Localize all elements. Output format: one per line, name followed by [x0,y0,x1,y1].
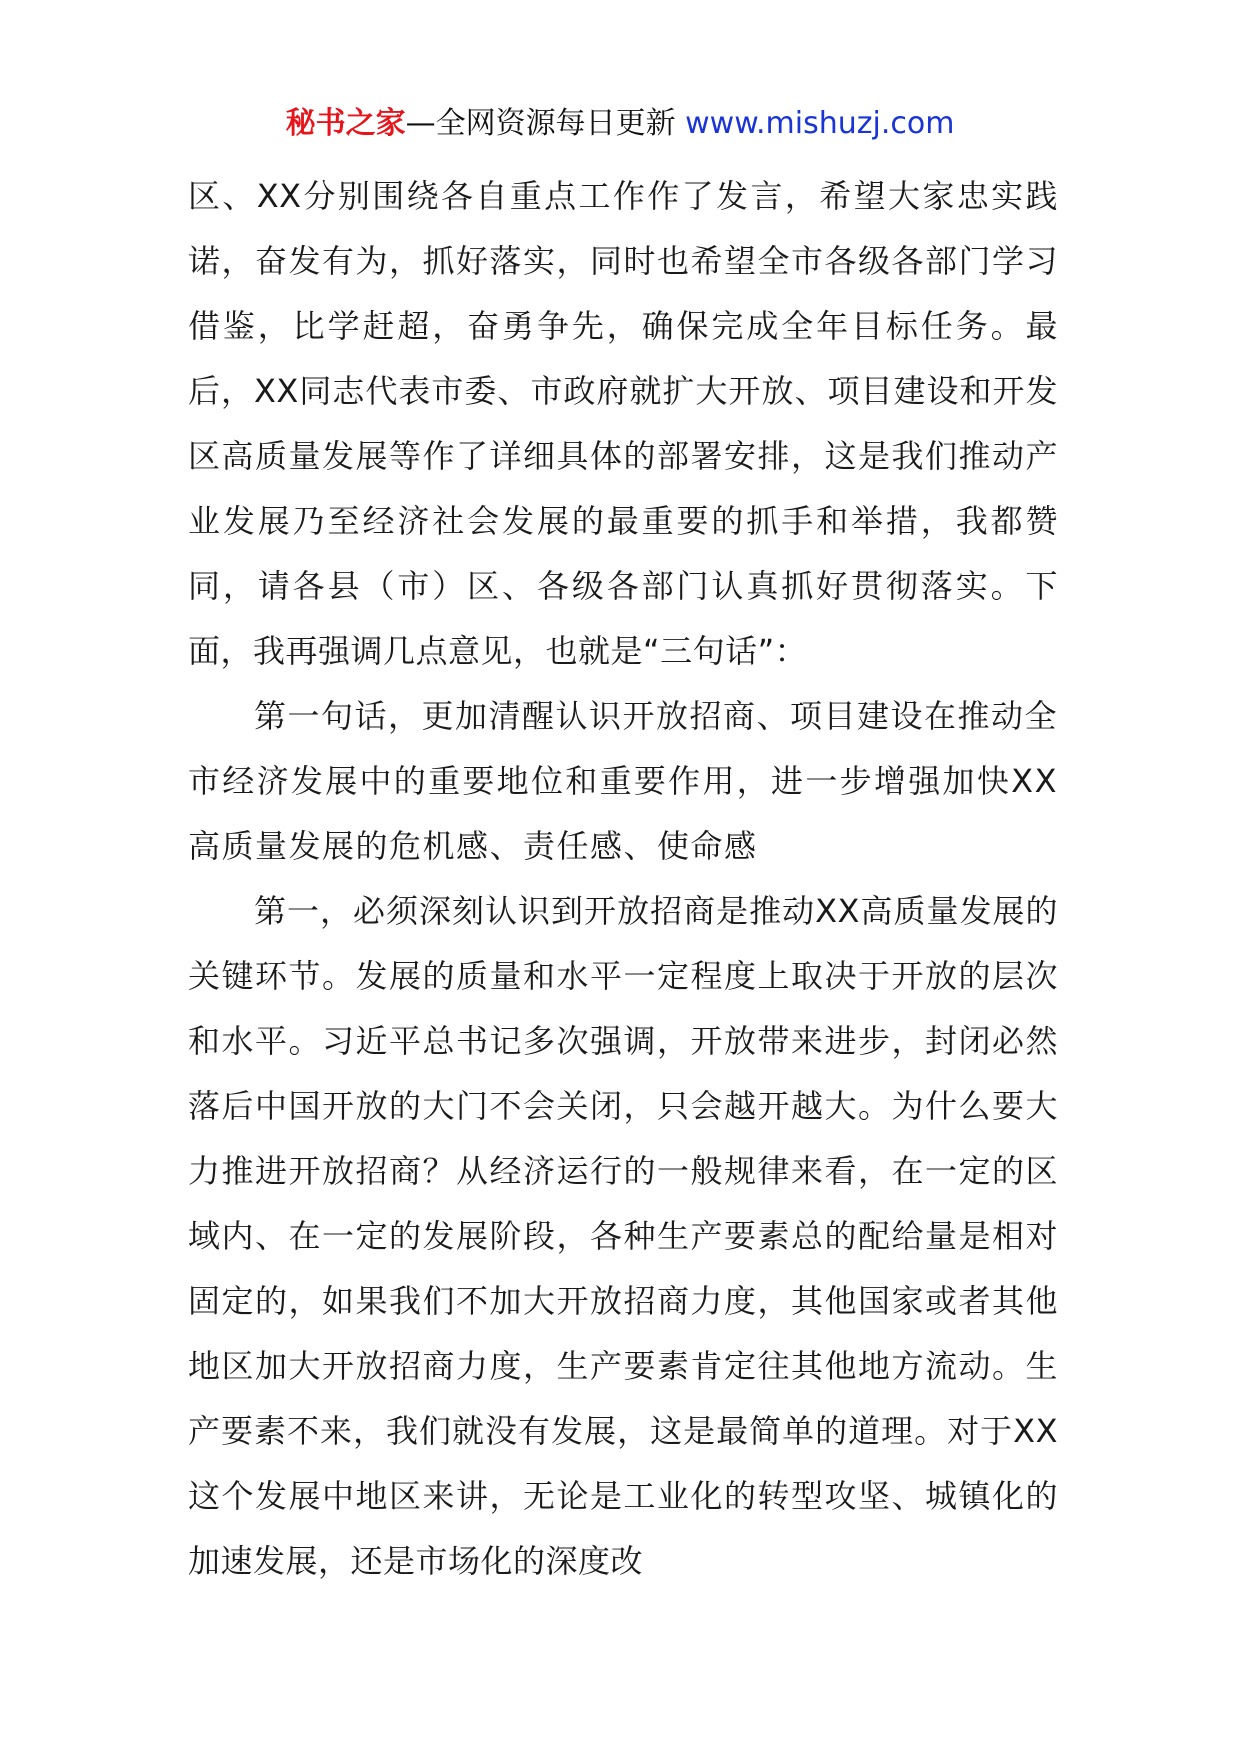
site-tagline: —全网资源每日更新 [405,106,686,141]
section-heading-first-sentence: 第一句话，更加清醒认识开放招商、项目建设在推动全市经济发展中的重要地位和重要作用，进一步增强加快XX高质量发展的危机感、责任感、使命感 [188,697,1059,865]
site-brand: 秘书之家 [285,106,406,141]
paragraph-first-point: 第一，必须深刻认识到开放招商是推动XX高质量发展的关键环节。发展的质量和水平一定程度上取决于开放的层次和水平。习近平总书记多次强调，开放带来进步，封闭必然落后中国开放的大门不会关闭，只会越开越大。为什么要大力推进开放招商？从经济运行的一般规律来看，在一定的区域内、在一定的发展阶段，各种生产要素总的配给量是相对固定的，如果我们不加大开放招商力度，其他国家或者其他地区加大开放招商力度，生产要素肯定往其他地方流动。生产要素不来，我们就没有发展，这是最简单的道理。对于XX这个发展中地区来讲，无论是工业化的转型攻坚、城镇化的加速发展，还是市场化的深度改 [188,892,1058,1580]
site-url-link[interactable]: www.mishuzj.com [685,106,955,141]
document-body [188,164,1058,1594]
site-header [0,102,1240,146]
paragraph-continued: 区、XX分别围绕各自重点工作作了发言，希望大家忠实践诺，奋发有为，抓好落实，同时也希望全市各级各部门学习借鉴，比学赶超，奋勇争先，确保完成全年目标任务。最后，XX同志代表市委、市政府就扩大开放、项目建设和开发区高质量发展等作了详细具体的部署安排，这是我们推动产业发展乃至经济社会发展的最重要的抓手和举措，我都赞同，请各县（市）区、各级各部门认真抓好贯彻落实。下面，我再强调几点意见，也就是“三句话”： [188,177,1058,670]
